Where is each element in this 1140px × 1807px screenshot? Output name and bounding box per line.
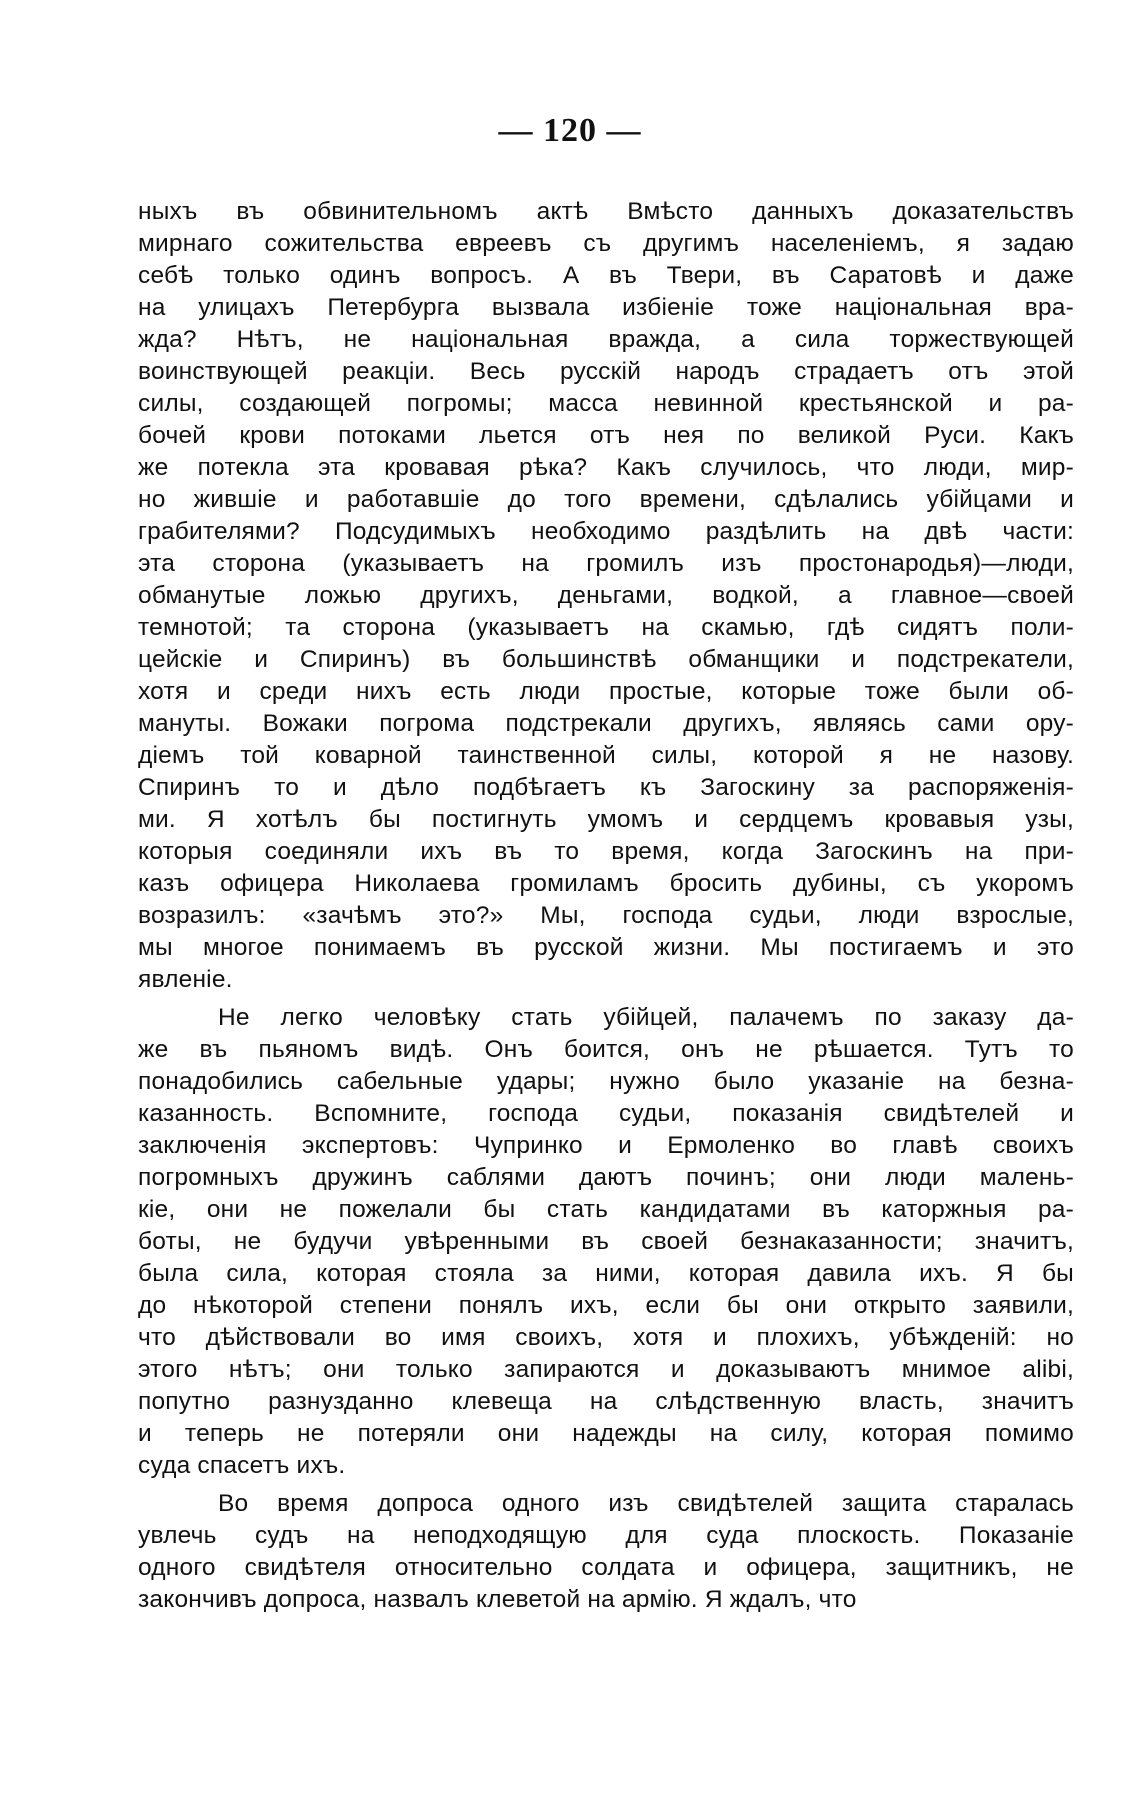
body-text <box>138 196 1074 1616</box>
text-line: казъ офицера Николаева громиламъ бросить дубины, съ укоромъ <box>138 870 1074 897</box>
text-line: которыя соединяли ихъ въ то время, когда Загоскинъ на при- <box>138 838 1074 865</box>
text-line: Во время допроса одного изъ свидѣтелей защита старалась <box>218 1490 1074 1517</box>
text-line: цейскiе и Спиринъ) въ большинствѣ обманщики и подстрекатели, <box>138 646 1074 673</box>
text-line: же потекла эта кровавая рѣка? Какъ случилось, что люди, мир- <box>138 454 1074 481</box>
text-line: обманутые ложью другихъ, деньгами, водкой, а главное—своей <box>138 582 1074 609</box>
text-line: суда спасетъ ихъ. <box>138 1452 346 1479</box>
text-line: дiемъ той коварной таинственной силы, которой я не назову. <box>138 742 1074 769</box>
text-line: была сила, которая стояла за ними, которая давила ихъ. Я бы <box>138 1260 1074 1287</box>
text-line: бочей крови потоками льется отъ нея по великой Руси. Какъ <box>138 422 1074 449</box>
text-line: эта сторона (указываетъ на громилъ изъ простонародья)—люди, <box>138 550 1074 577</box>
text-line: этого нѣтъ; они только запираются и доказываютъ мнимое alibi, <box>138 1356 1074 1383</box>
text-line: темнотой; та сторона (указываетъ на скамью, гдѣ сидятъ поли- <box>138 614 1074 641</box>
text-line: мы многое понимаемъ въ русской жизни. Мы постигаемъ и это <box>138 934 1074 961</box>
text-line: понадобились сабельные удары; нужно было указанiе на безна- <box>138 1068 1074 1095</box>
text-line: но жившiе и работавшiе до того времени, сдѣлались убiйцами и <box>138 486 1074 513</box>
paragraph <box>138 196 1074 996</box>
text-line: ми. Я хотѣлъ бы постигнуть умомъ и сердцемъ кровавыя узы, <box>138 806 1074 833</box>
text-line: силы, создающей погромы; масса невинной крестьянской и ра- <box>138 390 1074 417</box>
text-line: что дѣйствовали во имя своихъ, хотя и плохихъ, убѣжденiй: но <box>138 1324 1074 1351</box>
text-line: погромныхъ дружинъ саблями даютъ починъ; они люди малень- <box>138 1164 1074 1191</box>
text-line: казанность. Вспомните, господа судьи, показанiя свидѣтелей и <box>138 1100 1074 1127</box>
text-line: одного свидѣтеля относительно солдата и офицера, защитникъ, не <box>138 1554 1074 1581</box>
text-line: закончивъ допроса, назвалъ клеветой на армiю. Я ждалъ, что <box>138 1586 857 1613</box>
text-line: боты, не будучи увѣренными въ своей безнаказанности; значитъ, <box>138 1228 1074 1255</box>
paragraph <box>138 1002 1074 1482</box>
text-line: возразилъ: «зачѣмъ это?» Мы, господа судьи, люди взрослые, <box>138 902 1074 929</box>
text-line: кiе, они не пожелали бы стать кандидатами въ каторжныя ра- <box>138 1196 1074 1223</box>
text-line: жда? Нѣтъ, не нацiональная вражда, а сила торжествующей <box>138 326 1074 353</box>
text-line: грабителями? Подсудимыхъ необходимо раздѣлить на двѣ части: <box>138 518 1074 545</box>
page-number: — 120 — <box>498 112 642 149</box>
text-line: до нѣкоторой степени понялъ ихъ, если бы они открыто заявили, <box>138 1292 1074 1319</box>
text-line: Не легко человѣку стать убiйцей, палачемъ по заказу да- <box>218 1004 1074 1031</box>
paragraph <box>138 1488 1074 1616</box>
text-line: на улицахъ Петербурга вызвала избiенiе тоже нацiональная вра- <box>138 294 1074 321</box>
text-line: попутно разнузданно клевеща на слѣдственную власть, значитъ <box>138 1388 1074 1415</box>
text-line: воинствующей реакцiи. Весь русскiй народъ страдаетъ отъ этой <box>138 358 1074 385</box>
text-line: заключенiя экспертовъ: Чупринко и Ермоленко во главѣ своихъ <box>138 1132 1074 1159</box>
text-line: хотя и среди нихъ есть люди простые, которые тоже были об- <box>138 678 1074 705</box>
text-line: мануты. Вожаки погрома подстрекали другихъ, являясь сами ору- <box>138 710 1074 737</box>
text-line: мирнаго сожительства евреевъ съ другимъ населенiемъ, я задаю <box>138 230 1074 257</box>
text-line: ныхъ въ обвинительномъ актѣ Вмѣсто данныхъ доказательствъ <box>138 198 1074 225</box>
text-line: увлечь судъ на неподходящую для суда плоскость. Показанiе <box>138 1522 1074 1549</box>
text-line: и теперь не потеряли они надежды на силу, которая помимо <box>138 1420 1074 1447</box>
text-line: себѣ только одинъ вопросъ. А въ Твери, въ Саратовѣ и даже <box>138 262 1074 289</box>
text-line: же въ пьяномъ видѣ. Онъ боится, онъ не рѣшается. Тутъ то <box>138 1036 1074 1063</box>
text-line: Спиринъ то и дѣло подбѣгаетъ къ Загоскину за распоряженiя- <box>138 774 1074 801</box>
text-line: явленiе. <box>138 966 233 993</box>
